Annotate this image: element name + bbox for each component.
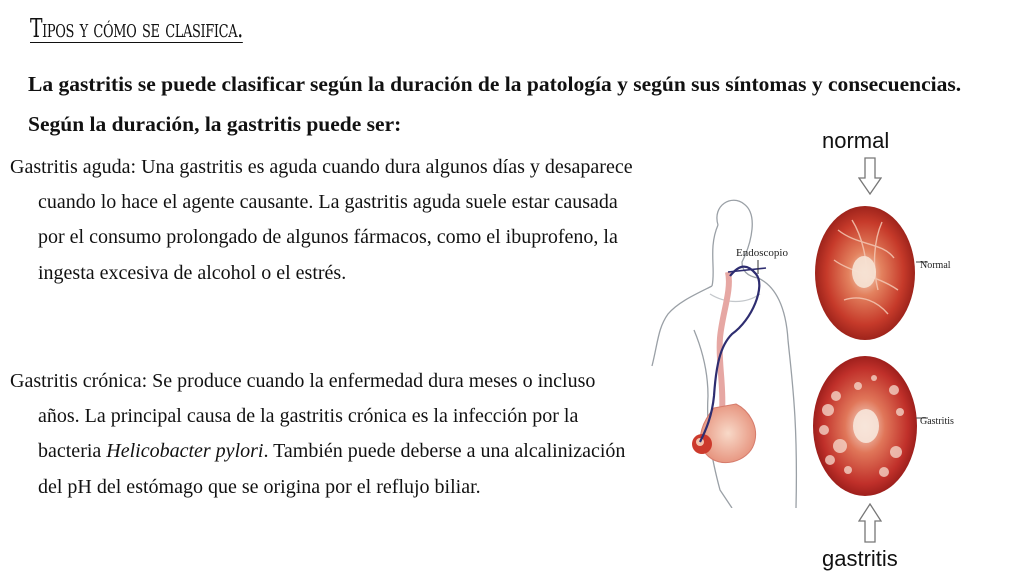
normal-stomach-view xyxy=(815,206,915,340)
gastritis-label: gastritis xyxy=(822,546,898,571)
chronic-gastritis-paragraph xyxy=(10,364,638,505)
endoscope-label: Endoscopio xyxy=(736,247,788,259)
slide-title: Tipos y cómo se clasifica. xyxy=(30,14,243,44)
acute-gastritis-paragraph: Gastritis aguda: Una gastritis es aguda cuando dura algunos días y desaparece cuando lo hace el agente causante. La gastritis aguda suele estar causada por el consumo prolongado de algunos fármacos, como el ibuprofeno, la ingesta excesiva de alcohol o el estrés. xyxy=(10,156,633,284)
normal-label: normal xyxy=(822,128,890,153)
gastritis-stomach-view xyxy=(813,356,917,496)
endoscopy-illustration xyxy=(648,190,958,508)
normal-view-label: Normal xyxy=(920,260,951,271)
intro-text: La gastritis se puede clasificar según la duración de la patología y según sus síntomas y consecuencias. Según la duración, la gastritis puede ser: xyxy=(28,72,962,136)
bacteria-name: Helicobacter pylori xyxy=(106,440,264,463)
gastritis-view-label: Gastritis xyxy=(920,416,954,427)
chronic-text-before: Gastritis crónica: Se produce cuando la enfermedad dura meses o incluso años. La principal causa de la gastritis crónica es la infección por la bacteria xyxy=(10,370,596,463)
up-arrow-icon xyxy=(858,503,882,543)
chronic-text-after: . También puede deberse a una alcalinización del pH del estómago que se origina por el reflujo biliar. xyxy=(38,440,626,498)
